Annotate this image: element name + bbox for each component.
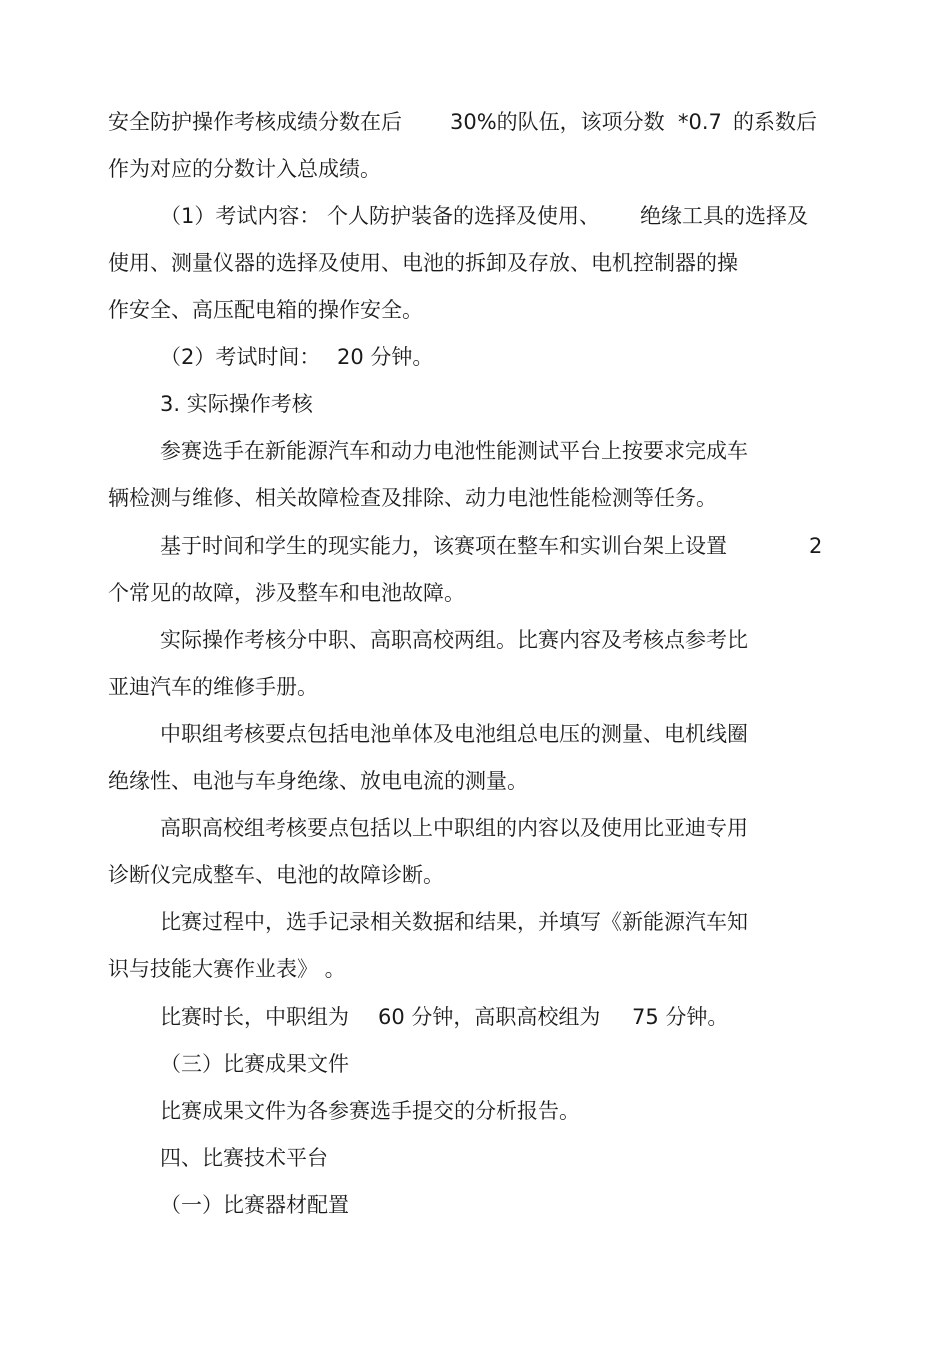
text-line: 绝缘工具的选择及 — [640, 204, 808, 228]
text-line: 的系数后 — [733, 110, 817, 134]
text-line: 中职组考核要点包括电池单体及电池组总电压的测量、电机线圈 — [160, 722, 748, 746]
section-heading: （一）比赛器材配置 — [160, 1193, 349, 1217]
text-line: 30%的队伍，该项分数 — [450, 110, 665, 134]
text-line: 参赛选手在新能源汽车和动力电池性能测试平台上按要求完成车 — [160, 439, 748, 463]
text-line: 作为对应的分数计入总成绩。 — [108, 157, 381, 181]
text-line: 比赛过程中，选手记录相关数据和结果，并填写《新能源汽车知 — [160, 910, 748, 934]
text-line: 使用、测量仪器的选择及使用、电池的拆卸及存放、电机控制器的操 — [108, 251, 738, 275]
text-line: 60 分钟，高职高校组为 — [378, 1005, 601, 1029]
text-line: 作安全、高压配电箱的操作安全。 — [108, 298, 423, 322]
text-line: 20 分钟。 — [337, 345, 434, 369]
text-line: *0.7 — [678, 110, 722, 134]
text-line: 2 — [809, 534, 823, 558]
text-line: 诊断仪完成整车、电池的故障诊断。 — [108, 863, 444, 887]
text-line: 绝缘性、电池与车身绝缘、放电电流的测量。 — [108, 769, 528, 793]
section-heading: 四、比赛技术平台 — [160, 1146, 328, 1170]
text-line: 安全防护操作考核成绩分数在后 — [108, 110, 402, 134]
text-line: 实际操作考核分中职、高职高校两组。比赛内容及考核点参考比 — [160, 628, 748, 652]
text-line: 高职高校组考核要点包括以上中职组的内容以及使用比亚迪专用 — [160, 816, 748, 840]
text-line: 亚迪汽车的维修手册。 — [108, 675, 318, 699]
text-line: 识与技能大赛作业表》 。 — [108, 957, 346, 981]
text-line: 辆检测与维修、相关故障检查及排除、动力电池性能检测等任务。 — [108, 486, 717, 510]
section-heading: 3. 实际操作考核 — [160, 392, 313, 416]
text-line: 比赛时长，中职组为 — [160, 1005, 349, 1029]
text-line: 基于时间和学生的现实能力，该赛项在整车和实训台架上设置 — [160, 534, 727, 558]
text-line: 比赛成果文件为各参赛选手提交的分析报告。 — [160, 1099, 580, 1123]
text-line: 个常见的故障，涉及整车和电池故障。 — [108, 581, 465, 605]
text-line: （2）考试时间： — [160, 345, 321, 369]
text-line: 75 分钟。 — [632, 1005, 729, 1029]
section-heading: （三）比赛成果文件 — [160, 1052, 349, 1076]
text-line: （1）考试内容： 个人防护装备的选择及使用、 — [160, 204, 601, 228]
